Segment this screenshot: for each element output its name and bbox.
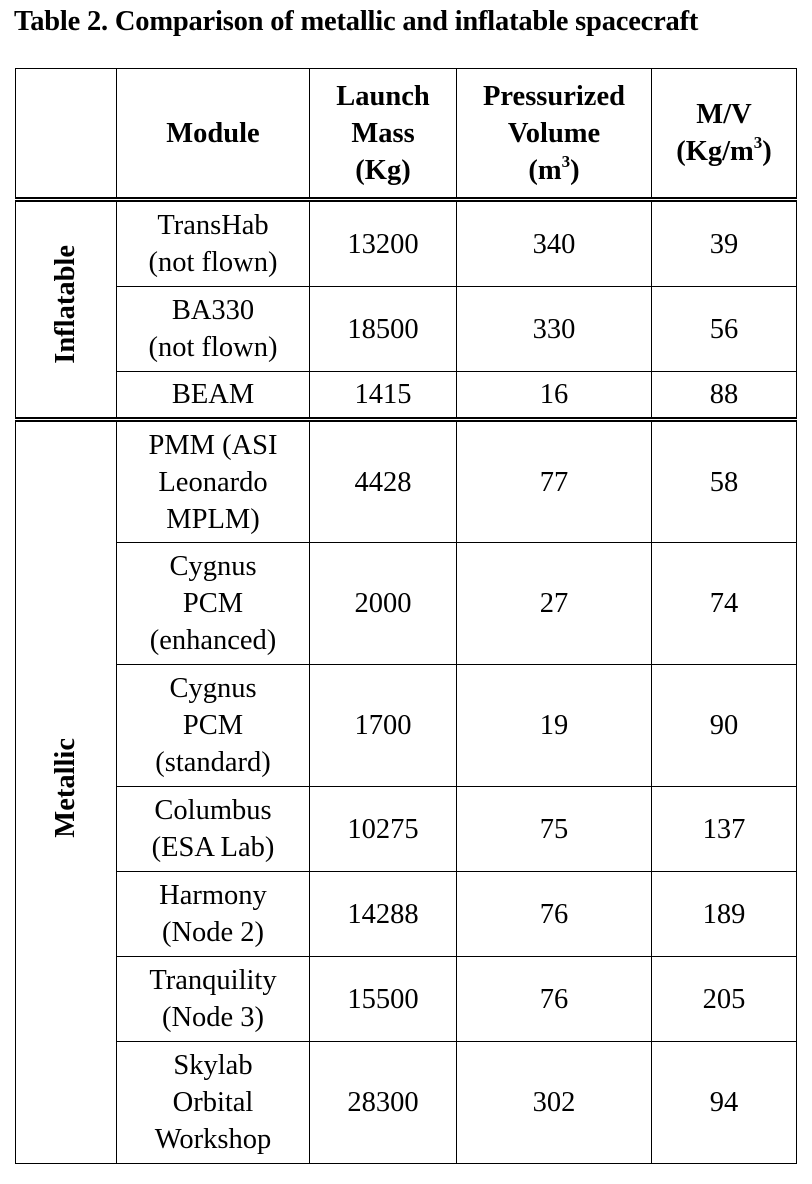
table-row bbox=[16, 200, 797, 287]
header-launch-mass-line1: Launch bbox=[336, 80, 430, 112]
table-row bbox=[16, 543, 797, 665]
group-label-inflatable: Inflatable bbox=[50, 245, 81, 364]
table-row bbox=[16, 287, 797, 372]
header-empty-cell bbox=[16, 69, 117, 200]
group-label-metallic: Metallic bbox=[50, 737, 81, 838]
mv-cell: 74 bbox=[652, 543, 797, 665]
mv-cell: 58 bbox=[652, 420, 797, 543]
header-volume-line1: Pressurized bbox=[483, 80, 625, 112]
group-inflatable bbox=[16, 200, 117, 420]
header-row bbox=[16, 69, 797, 200]
mv-cell: 94 bbox=[652, 1042, 797, 1164]
volume-cell: 330 bbox=[457, 287, 652, 372]
module-cell: BA330 (not flown) bbox=[117, 287, 310, 372]
mv-cell: 205 bbox=[652, 957, 797, 1042]
mass-cell: 15500 bbox=[310, 957, 457, 1042]
module-cell: PMM (ASI Leonardo MPLM) bbox=[117, 420, 310, 543]
module-cell: Columbus (ESA Lab) bbox=[117, 787, 310, 872]
mass-cell: 2000 bbox=[310, 543, 457, 665]
header-launch-mass-line2: Mass bbox=[351, 117, 415, 149]
table-row bbox=[16, 787, 797, 872]
mass-cell: 14288 bbox=[310, 872, 457, 957]
mv-cell: 90 bbox=[652, 665, 797, 787]
volume-cell: 77 bbox=[457, 420, 652, 543]
mv-cell: 137 bbox=[652, 787, 797, 872]
module-cell: Cygnus PCM (standard) bbox=[117, 665, 310, 787]
header-mv-line1: M/V bbox=[696, 99, 752, 130]
volume-cell: 302 bbox=[457, 1042, 652, 1164]
mass-cell: 28300 bbox=[310, 1042, 457, 1164]
mass-cell: 1700 bbox=[310, 665, 457, 787]
table-row bbox=[16, 1042, 797, 1164]
volume-cell: 75 bbox=[457, 787, 652, 872]
table-row bbox=[16, 420, 797, 543]
mv-cell: 56 bbox=[652, 287, 797, 372]
mv-cell: 39 bbox=[652, 200, 797, 287]
header-module: Module bbox=[117, 69, 310, 200]
module-cell: Skylab Orbital Workshop bbox=[117, 1042, 310, 1164]
mass-cell: 4428 bbox=[310, 420, 457, 543]
volume-cell: 16 bbox=[457, 372, 652, 420]
table-row bbox=[16, 665, 797, 787]
group-metallic bbox=[16, 420, 117, 1164]
mv-cell: 189 bbox=[652, 872, 797, 957]
header-volume-line2: Volume bbox=[507, 117, 601, 149]
module-cell: Tranquility (Node 3) bbox=[117, 957, 310, 1042]
volume-cell: 19 bbox=[457, 665, 652, 787]
mass-cell: 10275 bbox=[310, 787, 457, 872]
header-volume-line3: $(m^3)$ bbox=[528, 151, 580, 186]
volume-cell: 76 bbox=[457, 872, 652, 957]
header-launch-mass bbox=[310, 69, 457, 200]
mass-cell: 13200 bbox=[310, 200, 457, 287]
volume-cell: 27 bbox=[457, 543, 652, 665]
header-launch-mass-line3: (Kg) bbox=[355, 154, 411, 186]
module-cell: Harmony (Node 2) bbox=[117, 872, 310, 957]
table-row bbox=[16, 372, 797, 420]
table-row bbox=[16, 872, 797, 957]
mass-cell: 18500 bbox=[310, 287, 457, 372]
header-pressurized-volume bbox=[457, 69, 652, 200]
comparison-table bbox=[15, 68, 797, 1164]
table-row bbox=[16, 957, 797, 1042]
module-cell: TransHab (not flown) bbox=[117, 200, 310, 287]
header-mass-per-volume bbox=[652, 69, 797, 200]
mass-cell: 1415 bbox=[310, 372, 457, 420]
module-cell: BEAM bbox=[117, 372, 310, 420]
module-cell: Cygnus PCM (enhanced) bbox=[117, 543, 310, 665]
volume-cell: 340 bbox=[457, 200, 652, 287]
table-caption: Table 2. Comparison of metallic and inflatable spacecraft bbox=[14, 6, 699, 37]
header-mv-line2: $(Kg/m^3)$ bbox=[676, 133, 772, 167]
volume-cell: 76 bbox=[457, 957, 652, 1042]
mv-cell: 88 bbox=[652, 372, 797, 420]
